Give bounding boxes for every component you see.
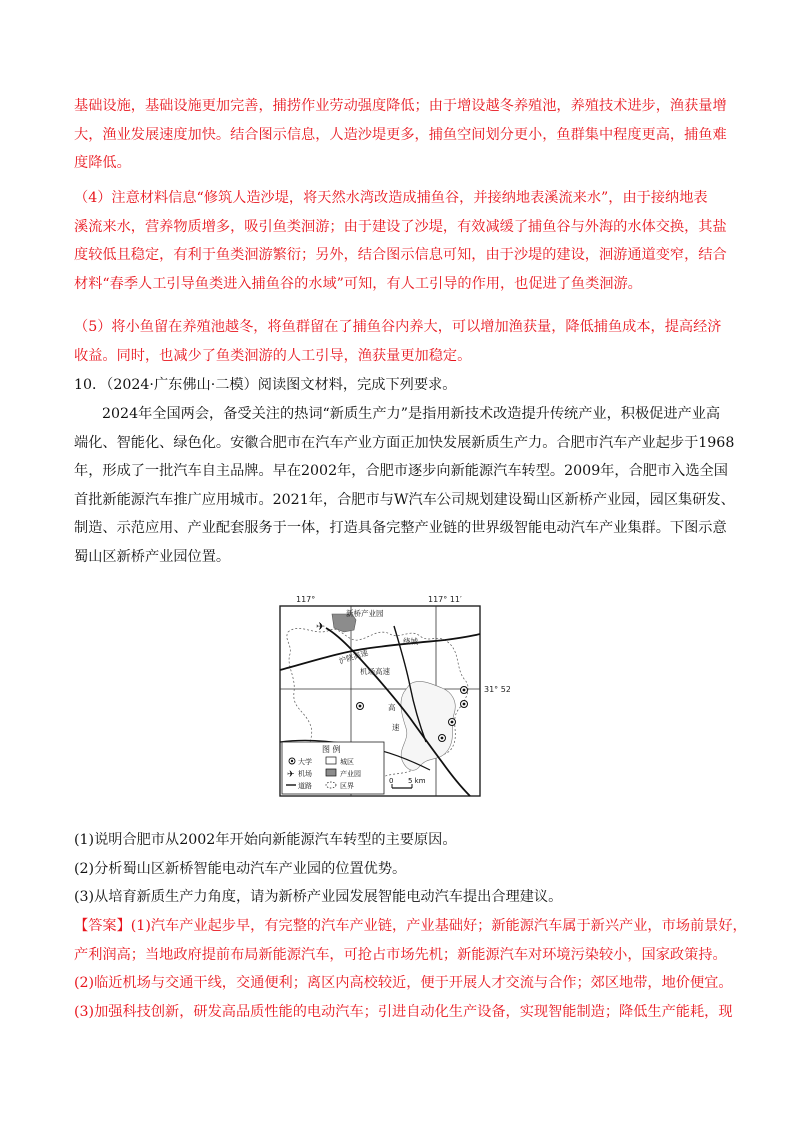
answer-line-2: 产利润高；当地政府提前布局新能源汽车，可抢占市场先机；新能源汽车对环境污染较小，国家政策持。 xyxy=(74,946,727,963)
road-label: 机场高速 xyxy=(360,667,390,676)
text-line: 大，渔业发展速度加快。结合图示信息，人造沙堤更多，捕鱼空间划分更小，鱼群集中程度更高，捕鱼难 xyxy=(74,126,727,143)
legend-urban-swatch xyxy=(326,757,336,764)
university-icon-dot xyxy=(451,721,454,724)
text-line: 材料“春季人工引导鱼类进入捕鱼谷的水域”可知，有人工引导的作用，也促进了鱼类洄游。 xyxy=(74,275,642,292)
text-line: 度较低且稳定，有利于鱼类洄游繁衍；另外，结合图示信息可知，由于沙堤的建设，洄游通道变窄，结合 xyxy=(74,247,727,264)
legend-university: 大学 xyxy=(298,758,312,766)
text-line: 端化、智能化、绿色化。安徽合肥市在汽车产业方面正加快发展新质生产力。合肥市汽车产业起步于1968 xyxy=(74,434,735,451)
park-label: 新桥产业园 xyxy=(346,609,384,618)
road-label: 高 xyxy=(388,703,396,712)
lon-right-label: 117° 11′ xyxy=(428,595,462,604)
text-line: 收益。同时，也减少了鱼类洄游的人工引导，渔获量更加稳定。 xyxy=(74,347,472,364)
university-icon-dot xyxy=(463,689,466,692)
lat-label: 31° 52′ xyxy=(484,685,510,694)
legend-park-swatch xyxy=(326,769,336,776)
park-location-map xyxy=(260,592,510,804)
text-line: 年，形成了一批汽车自主品牌。早在2002年，合肥市逐步向新能源汽车转型。2009年，合肥市入选全国 xyxy=(74,463,728,480)
lon-left-label: 117° xyxy=(296,595,316,604)
university-icon-dot xyxy=(359,705,362,708)
question-material xyxy=(74,400,735,572)
text-line: 溪流来水，营养物质增多，吸引鱼类洄游；由于建设了沙堤，有效减缓了捕鱼谷与外海的水体交换，其盐 xyxy=(74,218,727,235)
road-label: 绕城 xyxy=(403,637,418,646)
sub-question-3: (3)从培育新质生产力角度，请为新桥产业园发展智能电动汽车提出合理建议。 xyxy=(74,889,563,906)
answer-section xyxy=(74,912,747,1026)
answer-line-3: (2)临近机场与交通干线，交通便利；离区内高校较近，便于开展人才交流与合作；郊区地带，地价便宜。 xyxy=(74,975,733,992)
text-line: （4）注意材料信息“修筑人造沙堤，将天然水湾改造成捕鱼谷，并接纳地表溪流来水”，由于接纳地表 xyxy=(74,190,708,206)
map-svg xyxy=(260,592,510,804)
text-line: 度降低。 xyxy=(74,155,131,172)
road-label: 速 xyxy=(392,723,400,732)
text-line: 蜀山区新桥产业园位置。 xyxy=(74,548,231,565)
legend-title: 图 例 xyxy=(322,745,341,754)
sub-question-1: (1)说明合肥市从2002年开始向新能源汽车转型的主要原因。 xyxy=(74,832,457,848)
question-header xyxy=(74,371,726,400)
scale-km: 5 km xyxy=(408,777,426,785)
text-line: （5）将小鱼留在养殖池越冬，将鱼群留在了捕鱼谷内养大，可以增加渔获量，降低捕鱼成本，提高经济 xyxy=(74,319,722,335)
sub-question-2: (2)分析蜀山区新桥智能电动汽车产业园的位置优势。 xyxy=(74,860,407,877)
sub-questions xyxy=(74,826,726,912)
answer-part-4 xyxy=(74,184,726,298)
answer-line-1: 【答案】(1)汽车产业起步早，有完整的汽车产业链，产业基础好；新能源汽车属于新兴产业，市场前景好， xyxy=(74,918,747,934)
legend-park: 产业园 xyxy=(340,770,361,778)
scale-zero: 0 xyxy=(389,777,394,785)
legend-airport-icon: ✈ xyxy=(287,770,295,780)
airport-icon: ✈ xyxy=(316,620,326,633)
answer-part-5 xyxy=(74,313,726,370)
university-icon-dot xyxy=(463,703,466,706)
legend-boundary: 区界 xyxy=(340,782,354,790)
question-title: 10．（2024·广东佛山·二模）阅读图文材料，完成下列要求。 xyxy=(74,377,457,393)
text-line: 制造、示范应用、产业配套服务于一体，打造具备完整产业链的世界级智能电动汽车产业集群。下图示意 xyxy=(74,520,727,537)
text-line: 2024年全国两会，备受关注的热词“新质生产力”是指用新技术改造提升传统产业，积极促进产业高 xyxy=(102,406,721,422)
answer-tag: 【答案】 xyxy=(74,918,131,934)
text-line: 首批新能源汽车推广应用城市。2021年，合肥市与W汽车公司规划建设蜀山区新桥产业园，园区集研发、 xyxy=(74,491,735,508)
answer-continuation xyxy=(74,92,726,178)
road-label: 沪陕高速 xyxy=(337,648,370,666)
text-line: 基础设施，基础设施更加完善，捕捞作业劳动强度降低；由于增设越冬养殖池，养殖技术进步，渔获量增 xyxy=(74,98,727,114)
legend-airport: 机场 xyxy=(298,770,312,778)
legend-urban: 城区 xyxy=(340,758,354,766)
university-icon-dot xyxy=(441,737,444,740)
legend-road: 道路 xyxy=(298,782,312,790)
answer-line-4: (3)加强科技创新，研发高品质性能的电动汽车；引进自动化生产设备，实现智能制造；降低生产能耗，现 xyxy=(74,1003,733,1020)
